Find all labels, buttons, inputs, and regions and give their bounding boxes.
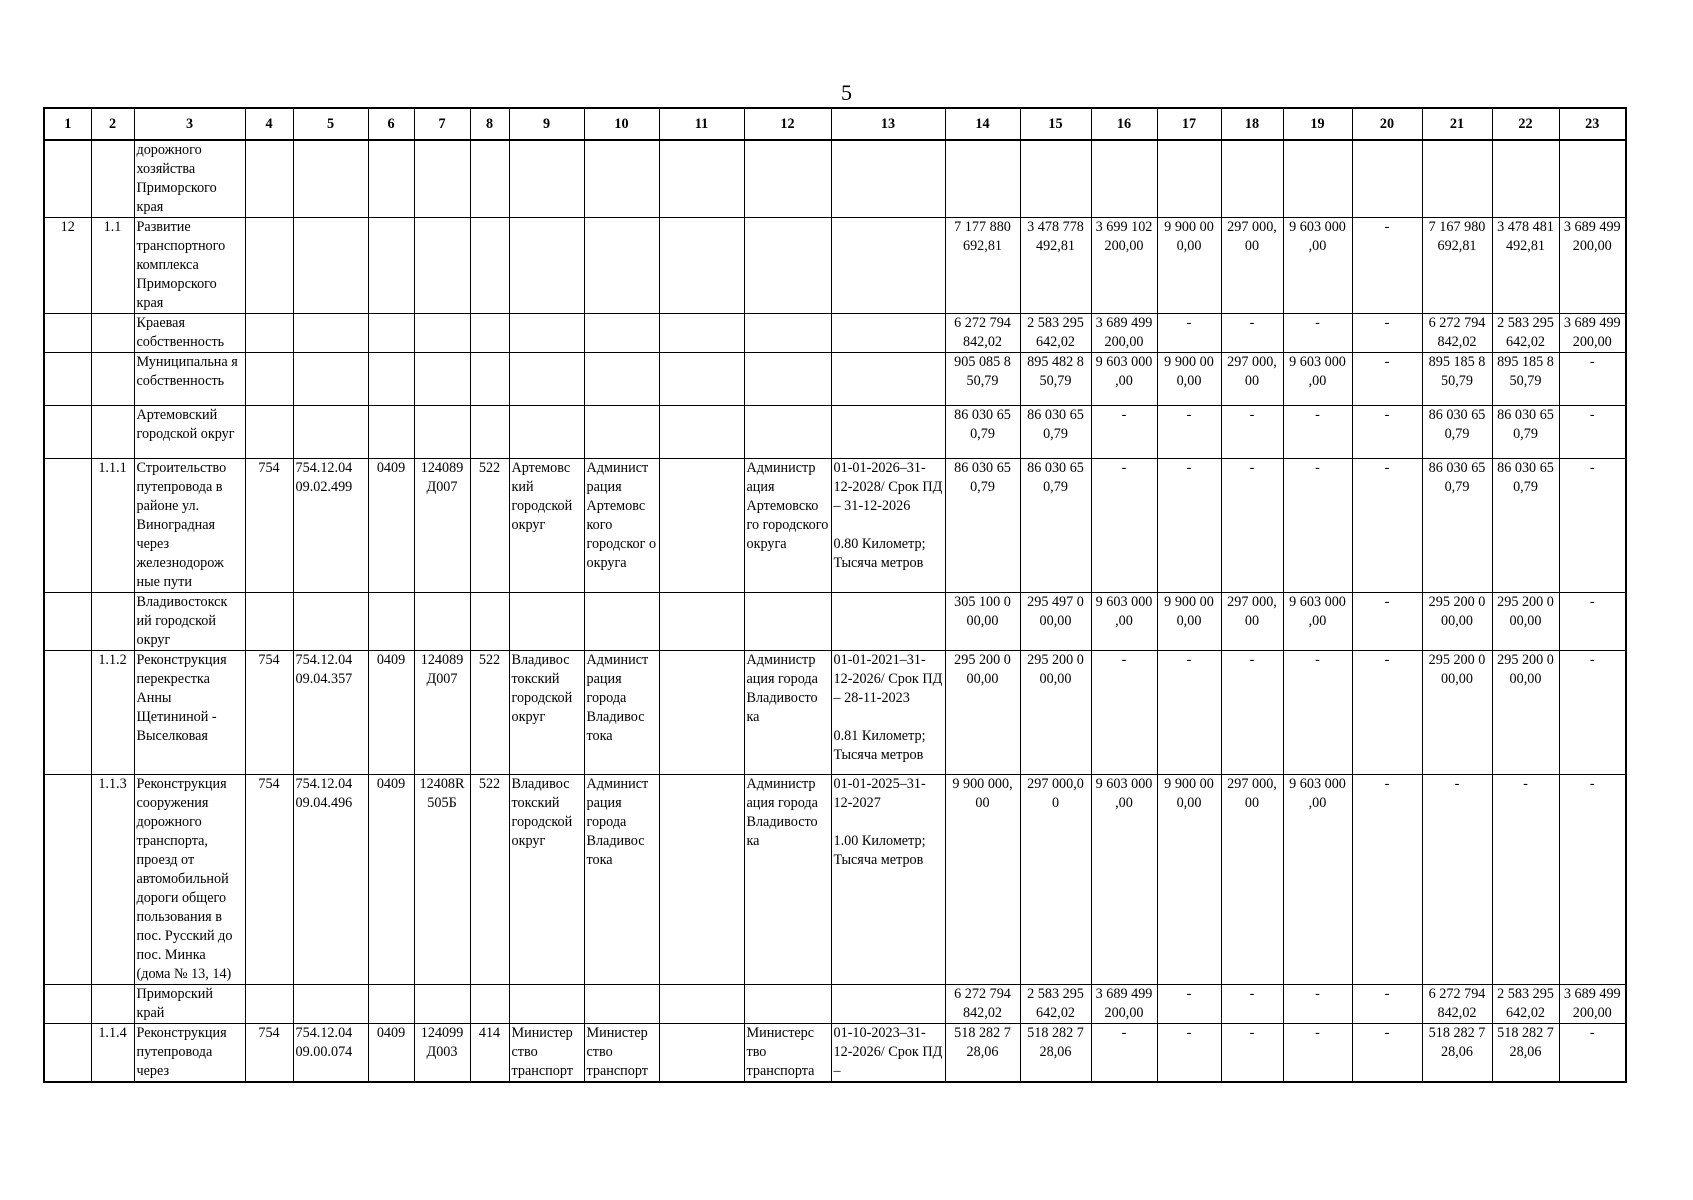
table-cell-col-12: Администр ация города Владивосто ка (744, 775, 831, 985)
table-cell-col-18: - (1221, 406, 1283, 459)
table-cell-col-16: 3 689 499 200,00 (1091, 985, 1157, 1024)
table-cell-col-20: - (1352, 775, 1422, 985)
column-header: 20 (1352, 108, 1422, 140)
table-cell-col-6 (368, 353, 414, 406)
table-cell-col-5 (293, 593, 368, 651)
table-cell-col-19: - (1283, 651, 1352, 775)
table-cell-col-10 (584, 406, 659, 459)
table-cell-col-2 (91, 314, 134, 353)
table-cell-col-23: - (1559, 459, 1626, 593)
table-cell-col-23: 3 689 499 200,00 (1559, 314, 1626, 353)
table-cell-col-10 (584, 218, 659, 314)
table-cell-col-1 (44, 985, 91, 1024)
table-cell-col-13: 01-01-2021–31-12-2026/ Срок ПД – 28-11-2023 0.81 Километр; Тысяча метров (831, 651, 945, 775)
table-cell-col-19: - (1283, 314, 1352, 353)
table-cell-col-1 (44, 593, 91, 651)
table-cell-col-1 (44, 1024, 91, 1083)
table-cell-col-8: 414 (470, 1024, 509, 1083)
table-cell-col-22: 895 185 8 50,79 (1492, 353, 1559, 406)
table-cell-col-20: - (1352, 218, 1422, 314)
table-cell-col-13 (831, 314, 945, 353)
table-row (44, 593, 1626, 651)
table-cell-col-4: 754 (245, 651, 293, 775)
table-cell-col-18: 297 000, 00 (1221, 775, 1283, 985)
table-cell-col-12 (744, 140, 831, 218)
table-cell-col-3: Строительство путепровода в районе ул. Виноградная через железнодорож ные пути (134, 459, 245, 593)
table-cell-col-20: - (1352, 459, 1422, 593)
table-cell-col-4: 754 (245, 1024, 293, 1083)
table-cell-col-4 (245, 593, 293, 651)
table-cell-col-21: - (1422, 775, 1492, 985)
table-cell-col-18: - (1221, 314, 1283, 353)
table-cell-col-18: - (1221, 651, 1283, 775)
table-cell-col-12 (744, 406, 831, 459)
table-cell-col-9 (509, 406, 584, 459)
table-cell-col-5 (293, 406, 368, 459)
table-cell-col-21: 295 200 0 00,00 (1422, 593, 1492, 651)
column-header: 8 (470, 108, 509, 140)
column-header: 12 (744, 108, 831, 140)
table-cell-col-12 (744, 985, 831, 1024)
column-header: 5 (293, 108, 368, 140)
table-row (44, 651, 1626, 775)
table-cell-col-4 (245, 353, 293, 406)
table-cell-col-7: 124089 Д007 (414, 651, 470, 775)
table-cell-col-13 (831, 406, 945, 459)
table-cell-col-5 (293, 218, 368, 314)
table-cell-col-12 (744, 593, 831, 651)
table-cell-col-2: 1.1 (91, 218, 134, 314)
column-header: 17 (1157, 108, 1221, 140)
table-cell-col-2 (91, 406, 134, 459)
table-cell-col-6 (368, 406, 414, 459)
table-cell-col-20: - (1352, 314, 1422, 353)
table-cell-col-2 (91, 140, 134, 218)
table-cell-col-10: Админист рация города Владивос тока (584, 651, 659, 775)
table-cell-col-16: 9 603 000 ,00 (1091, 353, 1157, 406)
table-cell-col-18: 297 000, 00 (1221, 593, 1283, 651)
column-header: 1 (44, 108, 91, 140)
table-cell-col-17: - (1157, 406, 1221, 459)
table-cell-col-2: 1.1.4 (91, 1024, 134, 1083)
table-cell-col-8: 522 (470, 651, 509, 775)
column-header: 4 (245, 108, 293, 140)
table-cell-col-9 (509, 593, 584, 651)
table-cell-col-11 (659, 775, 744, 985)
table-cell-col-21: 518 282 7 28,06 (1422, 1024, 1492, 1083)
table-cell-col-8 (470, 406, 509, 459)
column-header: 19 (1283, 108, 1352, 140)
table-cell-col-19: - (1283, 985, 1352, 1024)
table-cell-col-23: - (1559, 406, 1626, 459)
table-cell-col-11 (659, 985, 744, 1024)
column-header: 23 (1559, 108, 1626, 140)
table-row (44, 140, 1626, 218)
table-cell-col-22: 295 200 0 00,00 (1492, 651, 1559, 775)
table-cell-col-14: 7 177 880 692,81 (945, 218, 1020, 314)
table-cell-col-4 (245, 218, 293, 314)
table-cell-col-11 (659, 353, 744, 406)
table-cell-col-10: Админист рация Артемовс кого городског о округа (584, 459, 659, 593)
table-cell-col-13 (831, 985, 945, 1024)
page-number: 5 (841, 80, 852, 105)
table-cell-col-14: 905 085 8 50,79 (945, 353, 1020, 406)
table-cell-col-9 (509, 140, 584, 218)
table-cell-col-12: Администр ация города Владивосто ка (744, 651, 831, 775)
table-cell-col-3: Краевая собственность (134, 314, 245, 353)
table-cell-col-16: - (1091, 406, 1157, 459)
table-cell-col-16: 9 603 000 ,00 (1091, 593, 1157, 651)
table-cell-col-3: Развитие транспортного комплекса Приморского края (134, 218, 245, 314)
table-row (44, 218, 1626, 314)
table-cell-col-11 (659, 651, 744, 775)
table-cell-col-3: Приморский край (134, 985, 245, 1024)
table-cell-col-21: 86 030 65 0,79 (1422, 459, 1492, 593)
table-cell-col-19: 9 603 000 ,00 (1283, 353, 1352, 406)
table-cell-col-15 (1020, 140, 1091, 218)
column-header: 18 (1221, 108, 1283, 140)
table-cell-col-11 (659, 218, 744, 314)
table-cell-col-14: 6 272 794 842,02 (945, 985, 1020, 1024)
table-row (44, 985, 1626, 1024)
table-cell-col-8 (470, 353, 509, 406)
table-cell-col-14: 86 030 65 0,79 (945, 459, 1020, 593)
table-cell-col-9 (509, 985, 584, 1024)
table-cell-col-3: дорожного хозяйства Приморского края (134, 140, 245, 218)
table-cell-col-9 (509, 218, 584, 314)
table-cell-col-5 (293, 353, 368, 406)
table-cell-col-14: 305 100 0 00,00 (945, 593, 1020, 651)
table-cell-col-2: 1.1.3 (91, 775, 134, 985)
table-cell-col-6: 0409 (368, 459, 414, 593)
table-cell-col-3: Артемовский городской округ (134, 406, 245, 459)
table-cell-col-2 (91, 985, 134, 1024)
table-cell-col-17: 9 900 00 0,00 (1157, 353, 1221, 406)
table-cell-col-11 (659, 140, 744, 218)
budget-table (43, 107, 1627, 1083)
table-cell-col-14: 518 282 7 28,06 (945, 1024, 1020, 1083)
table-cell-col-7: 12408R 505Б (414, 775, 470, 985)
table-cell-col-5: 754.12.04 09.00.074 (293, 1024, 368, 1083)
table-cell-col-5 (293, 985, 368, 1024)
column-header: 9 (509, 108, 584, 140)
table-cell-col-23 (1559, 140, 1626, 218)
table-cell-col-11 (659, 406, 744, 459)
table-cell-col-9: Министер ство транспорт (509, 1024, 584, 1083)
table-cell-col-23: - (1559, 651, 1626, 775)
table-cell-col-21: 895 185 8 50,79 (1422, 353, 1492, 406)
table-cell-col-15: 295 200 0 00,00 (1020, 651, 1091, 775)
table-row (44, 1024, 1626, 1083)
table-cell-col-15: 3 478 778 492,81 (1020, 218, 1091, 314)
table-cell-col-17 (1157, 140, 1221, 218)
table-cell-col-9: Артемовс кий городской округ (509, 459, 584, 593)
table-cell-col-10: Министер ство транспорт (584, 1024, 659, 1083)
table-cell-col-12: Министерс тво транспорта (744, 1024, 831, 1083)
table-cell-col-17: 9 900 00 0,00 (1157, 775, 1221, 985)
table-cell-col-9: Владивос токский городской округ (509, 651, 584, 775)
table-cell-col-17: 9 900 00 0,00 (1157, 593, 1221, 651)
table-cell-col-11 (659, 1024, 744, 1083)
table-cell-col-4 (245, 140, 293, 218)
table-cell-col-20: - (1352, 353, 1422, 406)
table-cell-col-1 (44, 651, 91, 775)
table-cell-col-1 (44, 406, 91, 459)
table-cell-col-1 (44, 140, 91, 218)
header-row (44, 108, 1626, 140)
table-cell-col-5: 754.12.04 09.04.496 (293, 775, 368, 985)
table-row (44, 775, 1626, 985)
table-cell-col-8: 522 (470, 775, 509, 985)
table-cell-col-1 (44, 459, 91, 593)
table-cell-col-12 (744, 314, 831, 353)
table-cell-col-14: 9 900 000, 00 (945, 775, 1020, 985)
table-cell-col-10 (584, 314, 659, 353)
table-cell-col-7 (414, 406, 470, 459)
table-cell-col-8 (470, 593, 509, 651)
table-cell-col-6 (368, 593, 414, 651)
table-cell-col-15: 295 497 0 00,00 (1020, 593, 1091, 651)
table-cell-col-15: 895 482 8 50,79 (1020, 353, 1091, 406)
table-cell-col-17: 9 900 00 0,00 (1157, 218, 1221, 314)
table-cell-col-7: 124099 Д003 (414, 1024, 470, 1083)
table-cell-col-16: 9 603 000 ,00 (1091, 775, 1157, 985)
table-cell-col-4: 754 (245, 775, 293, 985)
table-cell-col-7 (414, 985, 470, 1024)
table-cell-col-14: 6 272 794 842,02 (945, 314, 1020, 353)
table-cell-col-3: Реконструкция сооружения дорожного транспорта, проезд от автомобильной дороги общего пользования в пос. Русский до пос. Минка (дома № 13, 14) (134, 775, 245, 985)
column-header: 22 (1492, 108, 1559, 140)
table-cell-col-4: 754 (245, 459, 293, 593)
table-cell-col-2 (91, 593, 134, 651)
table-cell-col-11 (659, 314, 744, 353)
column-header: 3 (134, 108, 245, 140)
table-cell-col-16: - (1091, 1024, 1157, 1083)
table-cell-col-15: 518 282 7 28,06 (1020, 1024, 1091, 1083)
column-header: 14 (945, 108, 1020, 140)
table-cell-col-10 (584, 140, 659, 218)
table-cell-col-10 (584, 593, 659, 651)
table-cell-col-5 (293, 140, 368, 218)
table-cell-col-21: 6 272 794 842,02 (1422, 985, 1492, 1024)
table-cell-col-14 (945, 140, 1020, 218)
table-cell-col-13 (831, 353, 945, 406)
table-cell-col-12 (744, 353, 831, 406)
table-cell-col-22 (1492, 140, 1559, 218)
column-header: 15 (1020, 108, 1091, 140)
table-cell-col-16: - (1091, 651, 1157, 775)
table-cell-col-20: - (1352, 985, 1422, 1024)
column-header: 21 (1422, 108, 1492, 140)
table-cell-col-20: - (1352, 1024, 1422, 1083)
column-header: 11 (659, 108, 744, 140)
column-header: 6 (368, 108, 414, 140)
table-cell-col-22: 86 030 65 0,79 (1492, 459, 1559, 593)
table-cell-col-6: 0409 (368, 1024, 414, 1083)
table-cell-col-21 (1422, 140, 1492, 218)
table-cell-col-23: - (1559, 593, 1626, 651)
table-cell-col-7 (414, 218, 470, 314)
table-cell-col-12 (744, 218, 831, 314)
table-cell-col-20 (1352, 140, 1422, 218)
table-cell-col-1 (44, 775, 91, 985)
table-cell-col-3: Владивостокск ий городской округ (134, 593, 245, 651)
column-header: 10 (584, 108, 659, 140)
table-cell-col-7: 124089 Д007 (414, 459, 470, 593)
table-cell-col-8 (470, 140, 509, 218)
table-cell-col-6 (368, 140, 414, 218)
table-cell-col-22: 295 200 0 00,00 (1492, 593, 1559, 651)
table-cell-col-18: 297 000, 00 (1221, 353, 1283, 406)
table-cell-col-23: - (1559, 353, 1626, 406)
table-cell-col-5: 754.12.04 09.02.499 (293, 459, 368, 593)
table-row (44, 459, 1626, 593)
table-cell-col-18: - (1221, 985, 1283, 1024)
table-cell-col-13: 01-01-2026–31-12-2028/ Срок ПД – 31-12-2026 0.80 Километр; Тысяча метров (831, 459, 945, 593)
table-cell-col-16: 3 699 102 200,00 (1091, 218, 1157, 314)
table-cell-col-1 (44, 314, 91, 353)
table-cell-col-3: Реконструкция перекрестка Анны Щетининой - Выселковая (134, 651, 245, 775)
table-cell-col-17: - (1157, 985, 1221, 1024)
table-cell-col-6: 0409 (368, 775, 414, 985)
table-cell-col-10 (584, 985, 659, 1024)
table-cell-col-2: 1.1.1 (91, 459, 134, 593)
table-cell-col-23: 3 689 499 200,00 (1559, 218, 1626, 314)
table-cell-col-19: 9 603 000 ,00 (1283, 775, 1352, 985)
table-cell-col-6: 0409 (368, 651, 414, 775)
table-row (44, 353, 1626, 406)
table-cell-col-22: 518 282 7 28,06 (1492, 1024, 1559, 1083)
table-cell-col-15: 86 030 65 0,79 (1020, 459, 1091, 593)
table-cell-col-5 (293, 314, 368, 353)
table-cell-col-1 (44, 353, 91, 406)
column-header: 2 (91, 108, 134, 140)
table-cell-col-22: 86 030 65 0,79 (1492, 406, 1559, 459)
table-cell-col-11 (659, 593, 744, 651)
table-cell-col-3: Реконструкция путепровода через (134, 1024, 245, 1083)
table-cell-col-6 (368, 314, 414, 353)
table-cell-col-16 (1091, 140, 1157, 218)
table-cell-col-18: - (1221, 459, 1283, 593)
table-cell-col-21: 295 200 0 00,00 (1422, 651, 1492, 775)
table-cell-col-18: - (1221, 1024, 1283, 1083)
table-cell-col-19: 9 603 000 ,00 (1283, 218, 1352, 314)
table-cell-col-5: 754.12.04 09.04.357 (293, 651, 368, 775)
table-cell-col-15: 297 000,0 0 (1020, 775, 1091, 985)
table-cell-col-19: - (1283, 459, 1352, 593)
table-cell-col-10: Админист рация города Владивос тока (584, 775, 659, 985)
table-cell-col-12: Администр ация Артемовско го городского округа (744, 459, 831, 593)
table-cell-col-14: 86 030 65 0,79 (945, 406, 1020, 459)
table-cell-col-7 (414, 353, 470, 406)
table-cell-col-15: 2 583 295 642,02 (1020, 985, 1091, 1024)
table-cell-col-15: 2 583 295 642,02 (1020, 314, 1091, 353)
table-cell-col-7 (414, 314, 470, 353)
column-header: 16 (1091, 108, 1157, 140)
table-cell-col-6 (368, 985, 414, 1024)
table-cell-col-13 (831, 593, 945, 651)
table-cell-col-7 (414, 140, 470, 218)
table-cell-col-1: 12 (44, 218, 91, 314)
table-cell-col-19: - (1283, 406, 1352, 459)
table-cell-col-6 (368, 218, 414, 314)
table-cell-col-18: 297 000, 00 (1221, 218, 1283, 314)
table-cell-col-19 (1283, 140, 1352, 218)
table-row (44, 406, 1626, 459)
table-cell-col-4 (245, 314, 293, 353)
table-cell-col-21: 6 272 794 842,02 (1422, 314, 1492, 353)
table-cell-col-23: - (1559, 1024, 1626, 1083)
table-cell-col-23: 3 689 499 200,00 (1559, 985, 1626, 1024)
table-cell-col-19: 9 603 000 ,00 (1283, 593, 1352, 651)
table-cell-col-22: 2 583 295 642,02 (1492, 314, 1559, 353)
table-cell-col-23: - (1559, 775, 1626, 985)
table-cell-col-18 (1221, 140, 1283, 218)
table-cell-col-13: 01-10-2023–31-12-2026/ Срок ПД – (831, 1024, 945, 1083)
table-cell-col-9 (509, 353, 584, 406)
column-header: 7 (414, 108, 470, 140)
table-cell-col-4 (245, 985, 293, 1024)
table-cell-col-3: Муниципальна я собственность (134, 353, 245, 406)
table-cell-col-21: 7 167 980 692,81 (1422, 218, 1492, 314)
table-cell-col-21: 86 030 65 0,79 (1422, 406, 1492, 459)
table-cell-col-20: - (1352, 651, 1422, 775)
table-cell-col-13 (831, 218, 945, 314)
table-cell-col-11 (659, 459, 744, 593)
table-row (44, 314, 1626, 353)
table-cell-col-7 (414, 593, 470, 651)
table-cell-col-8 (470, 985, 509, 1024)
table-cell-col-17: - (1157, 314, 1221, 353)
table-cell-col-13 (831, 140, 945, 218)
table-cell-col-17: - (1157, 1024, 1221, 1083)
table-cell-col-8: 522 (470, 459, 509, 593)
table-cell-col-16: - (1091, 459, 1157, 593)
table-cell-col-17: - (1157, 651, 1221, 775)
table-cell-col-22: 3 478 481 492,81 (1492, 218, 1559, 314)
table-cell-col-8 (470, 218, 509, 314)
table-cell-col-2: 1.1.2 (91, 651, 134, 775)
table-cell-col-8 (470, 314, 509, 353)
table-cell-col-17: - (1157, 459, 1221, 593)
table-cell-col-9 (509, 314, 584, 353)
table-cell-col-22: - (1492, 775, 1559, 985)
table-cell-col-14: 295 200 0 00,00 (945, 651, 1020, 775)
table-cell-col-15: 86 030 65 0,79 (1020, 406, 1091, 459)
table-cell-col-13: 01-01-2025–31-12-2027 1.00 Километр; Тысяча метров (831, 775, 945, 985)
table-cell-col-20: - (1352, 406, 1422, 459)
table-cell-col-2 (91, 353, 134, 406)
table-cell-col-9: Владивос токский городской округ (509, 775, 584, 985)
table-cell-col-22: 2 583 295 642,02 (1492, 985, 1559, 1024)
table-cell-col-4 (245, 406, 293, 459)
table-cell-col-16: 3 689 499 200,00 (1091, 314, 1157, 353)
table-cell-col-20: - (1352, 593, 1422, 651)
column-header: 13 (831, 108, 945, 140)
table-cell-col-19: - (1283, 1024, 1352, 1083)
table-cell-col-10 (584, 353, 659, 406)
